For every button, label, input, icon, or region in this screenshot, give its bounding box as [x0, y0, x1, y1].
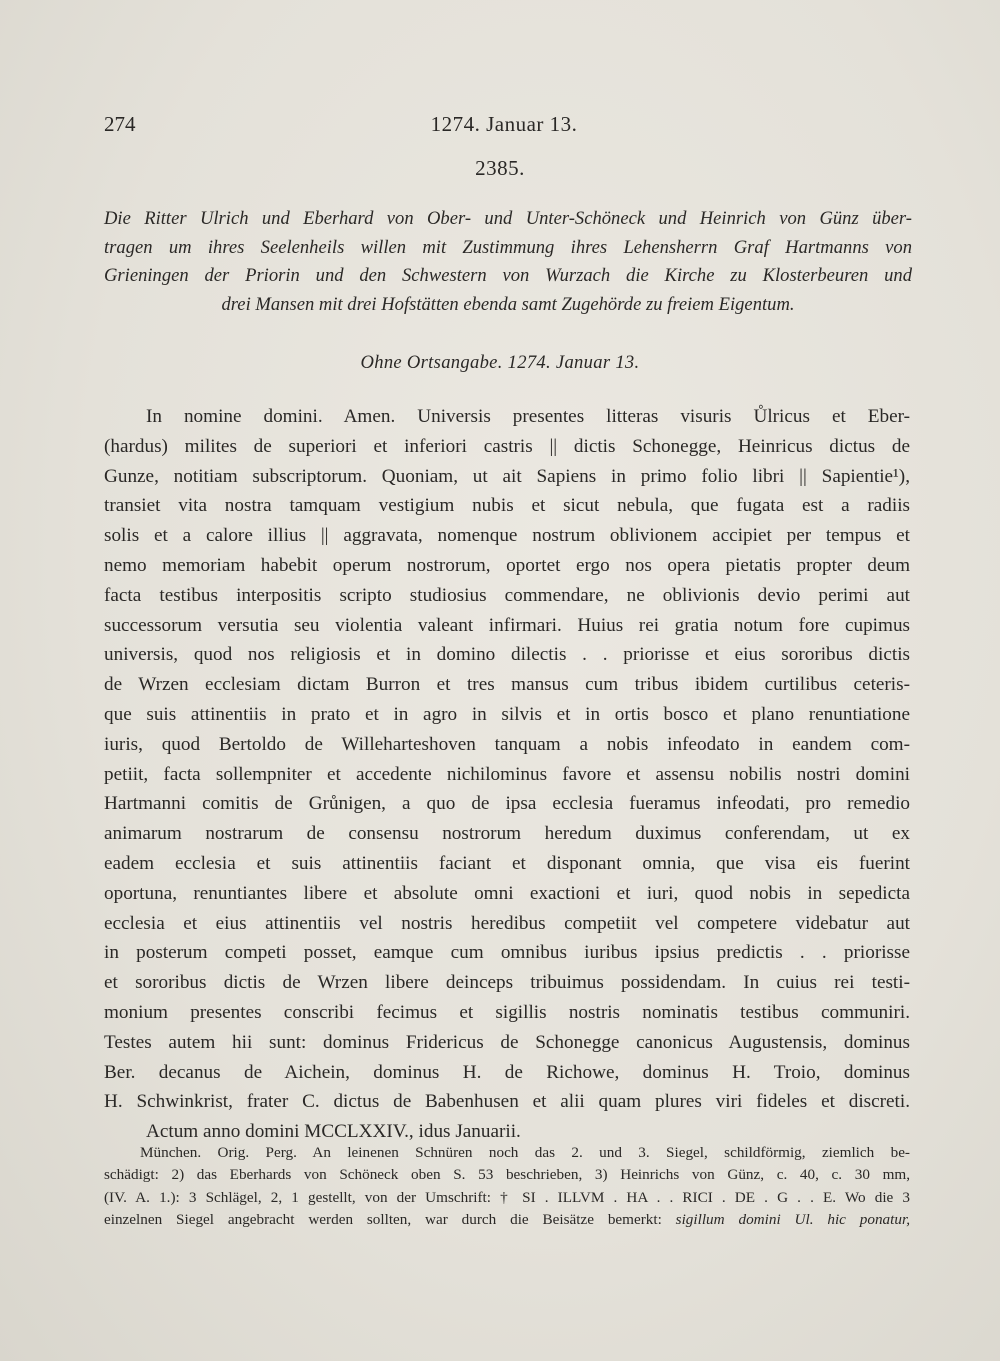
charter-line: universis, quod nos religiosis et in domino dilectis . . priorisse et eius sororibus dictis: [104, 644, 910, 666]
charter-line: Hartmanni comitis de Grůnigen, a quo de ipsa ecclesia fueramus infeodati, pro remedio: [104, 793, 910, 815]
charter-line: Gunze, notitiam subscriptorum. Quoniam, ut ait Sapiens in primo folio libri || Sapientie¹),: [104, 465, 910, 487]
charter-line: de Wrzen ecclesiam dictam Burron et tres mansus cum tribus ibidem curtilibus ceteris-: [104, 674, 910, 696]
charter-line: monium presentes conscribi fecimus et sigillis nostris nominatis testibus communiri.: [104, 1001, 910, 1023]
charter-text: [104, 402, 910, 1147]
charter-line: successorum versutia seu violentia valeant infirmari. Huius rei gratia notum fore cupimus: [104, 614, 910, 636]
charter-line: que suis attinentiis in prato et in agro in silvis et in ortis bosco et plano renuntiatione: [104, 703, 910, 725]
page-number: 274: [104, 112, 136, 136]
charter-line: (hardus) milites de superiori et inferiori castris || dictis Schonegge, Heinricus dictus de: [104, 435, 910, 457]
regest-line: Grieningen der Priorin und den Schwestern von Wurzach die Kirche zu Klosterbeuren und: [104, 265, 912, 286]
place-date-line: Ohne Ortsangabe. 1274. Januar 13.: [360, 352, 640, 373]
footnote-line: München. Orig. Perg. An leinenen Schnüren noch das 2. und 3. Siegel, schildförmig, ziemlich be-: [140, 1144, 910, 1161]
charter-line: petiit, facta sollempniter et accedente nichilominus favore et assensu nobilis nostri domini: [104, 763, 910, 785]
footnote-italic-quote: sigillum domini Ul. hic ponatur,: [675, 1211, 910, 1229]
charter-line: Actum anno domini MCCLXXIV., idus Januarii.: [146, 1121, 521, 1143]
charter-line: transiet vita nostra tamquam vestigium nubis et sicut nebula, que fugata est a radiis: [104, 495, 910, 517]
charter-line: ecclesia et eius attinentiis vel nostris heredibus competiit vel competere videbatur aut: [104, 912, 910, 934]
footnote-line: schädigt: 2) das Eberhards von Schöneck oben S. 53 beschrieben, 3) Heinrichs von Günz, c. 40, c. 30 mm,: [104, 1166, 910, 1184]
charter-line: Testes autem hii sunt: dominus Fridericus de Schonegge canonicus Augustensis, dominus: [104, 1031, 910, 1053]
charter-line: animarum nostrarum de consensu nostrorum heredum duximus conferendam, ut ex: [104, 823, 910, 845]
page-header: [104, 112, 904, 142]
charter-line: facta testibus interpositis scripto studiosius commendare, ne oblivionis devio perimi aut: [104, 584, 910, 606]
charter-line: nemo memoriam habebit operum nostrorum, oportet ergo nos opera pietatis propter deum: [104, 554, 910, 576]
charter-line: et sororibus dictis de Wrzen libere deinceps tribuimus possidendam. In cuius rei testi-: [104, 972, 910, 994]
charter-line: H. Schwinkrist, frater C. dictus de Babenhusen et alii quam plures viri fideles et discreti.: [104, 1091, 910, 1113]
footnote-line: [104, 1209, 910, 1231]
footnote-block: [104, 1142, 910, 1232]
regest-line: drei Mansen mit drei Hofstätten ebenda samt Zugehörde zu freiem Eigentum.: [221, 293, 795, 315]
regest-summary: [104, 205, 912, 319]
running-head: 1274. Januar 13.: [430, 112, 578, 136]
footnote-line: (IV. A. 1.): 3 Schlägel, 2, 1 gestellt, von der Umschrift: † SI . ILLVM . HA . . RICI . DE . G . . E. Wo die 3: [104, 1188, 910, 1206]
charter-line: solis et a calore illius || aggravata, nomenque nostrum oblivionem accipiet per tempus et: [104, 525, 910, 547]
document-number: 2385.: [475, 156, 525, 180]
charter-line: iuris, quod Bertoldo de Willeharteshoven tanquam a nobis infeodato in eandem com-: [104, 733, 910, 755]
charter-line: eadem ecclesia et suis attinentiis faciant et disponant omnia, que visa eis fuerint: [104, 852, 910, 874]
charter-line: in posterum competi posset, eamque cum omnibus iuribus ipsius predictis . . priorisse: [104, 942, 910, 964]
charter-line: Ber. decanus de Aichein, dominus H. de Richowe, dominus H. Troio, dominus: [104, 1061, 910, 1083]
charter-line: oportuna, renuntiantes libere et absolute omni exactioni et iuri, quod nobis in sepedicta: [104, 882, 910, 904]
footnote-line-text: einzelnen Siegel angebracht werden sollten, war durch die Beisätze bemerkt:: [104, 1211, 662, 1229]
regest-line: tragen um ihres Seelenheils willen mit Zustimmung ihres Lehensherrn Graf Hartmanns von: [104, 236, 912, 258]
regest-line: Die Ritter Ulrich und Eberhard von Ober- und Unter-Schöneck und Heinrich von Günz über-: [104, 208, 912, 229]
charter-line: In nomine domini. Amen. Universis presentes litteras visuris Ůlricus et Eber-: [146, 406, 910, 427]
